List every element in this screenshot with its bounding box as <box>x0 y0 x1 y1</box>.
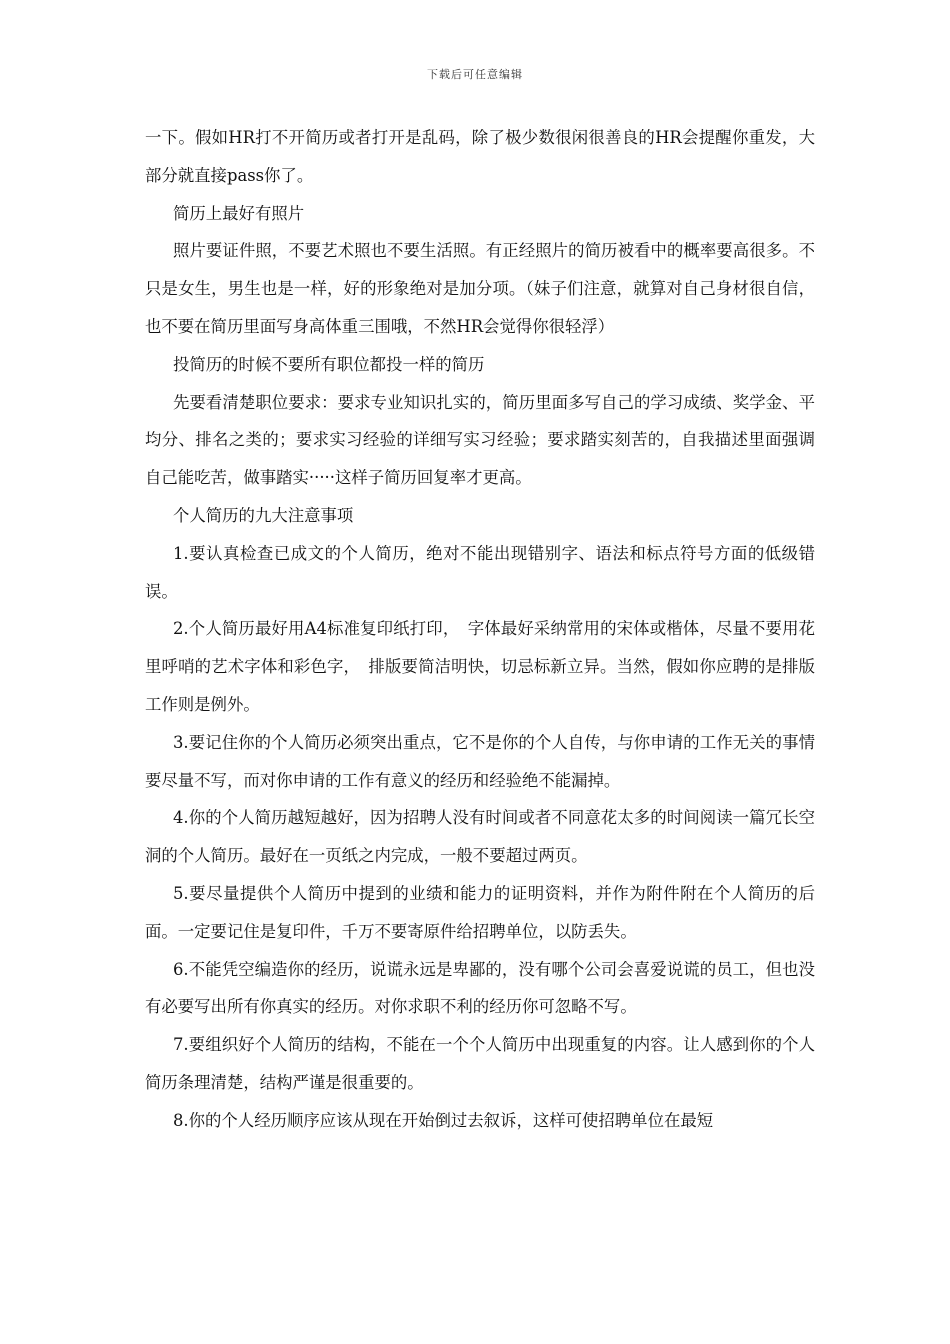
heading-tailor-resume: 投简历的时候不要所有职位都投一样的简历 <box>173 354 485 374</box>
paragraph-tailor-resume: 先要看清楚职位要求：要求专业知识扎实的，简历里面多写自己的学习成绩、奖学金、平均分、排名之类的；要求实习经验的详细写实习经验；要求踏实刻苦的，自我描述里面强调自己能吃苦，做事踏实·····这样子简历回复率才更高。 <box>145 392 815 488</box>
page-header: 下载后可任意编辑 <box>427 68 523 81</box>
document-body <box>145 119 815 1140</box>
tip-item-3: 3.要记住你的个人简历必须突出重点，它不是你的个人自传，与你申请的工作无关的事情要尽量不写，而对你申请的工作有意义的经历和经验绝不能漏掉。 <box>145 732 815 790</box>
heading-nine-tips: 个人简历的九大注意事项 <box>173 505 354 525</box>
tip-item-8: 8.你的个人经历顺序应该从现在开始倒过去叙诉，这样可使招聘单位在最短 <box>173 1110 714 1130</box>
tip-item-4: 4.你的个人简历越短越好，因为招聘人没有时间或者不同意花太多的时间阅读一篇冗长空洞的个人简历。最好在一页纸之内完成，一般不要超过两页。 <box>145 808 815 866</box>
heading-photo: 简历上最好有照片 <box>173 203 305 223</box>
tip-item-6: 6.不能凭空编造你的经历，说谎永远是卑鄙的，没有哪个公司会喜爱说谎的员工，但也没有必要写出所有你真实的经历。对你求职不利的经历你可忽略不写。 <box>145 959 815 1017</box>
tip-item-2: 2.个人简历最好用A4标准复印纸打印， 字体最好采纳常用的宋体或楷体，尽量不要用花里呼哨的艺术字体和彩色字， 排版要简洁明快，切忌标新立异。当然，假如你应聘的是排版工作则是例外。 <box>145 619 815 714</box>
tip-item-7: 7.要组织好个人简历的结构，不能在一个个人简历中出现重复的内容。让人感到你的个人简历条理清楚，结构严谨是很重要的。 <box>145 1035 815 1092</box>
tip-item-1: 1.要认真检查已成文的个人简历，绝对不能出现错别字、语法和标点符号方面的低级错误。 <box>145 543 815 601</box>
tip-item-5: 5.要尽量提供个人简历中提到的业绩和能力的证明资料，并作为附件附在个人简历的后面。一定要记住是复印件，千万不要寄原件给招聘单位，以防丢失。 <box>145 883 815 941</box>
paragraph-hr-pass: 一下。假如HR打不开简历或者打开是乱码，除了极少数很闲很善良的HR会提醒你重发，大部分就直接pass你了。 <box>145 128 815 185</box>
paragraph-photo: 照片要证件照，不要艺术照也不要生活照。有正经照片的简历被看中的概率要高很多。不只是女生，男生也是一样，好的形象绝对是加分项。（妹子们注意，就算对自己身材很自信，也不要在简历里面写身高体重三围哦，不然HR会觉得你很轻浮） <box>145 241 815 336</box>
